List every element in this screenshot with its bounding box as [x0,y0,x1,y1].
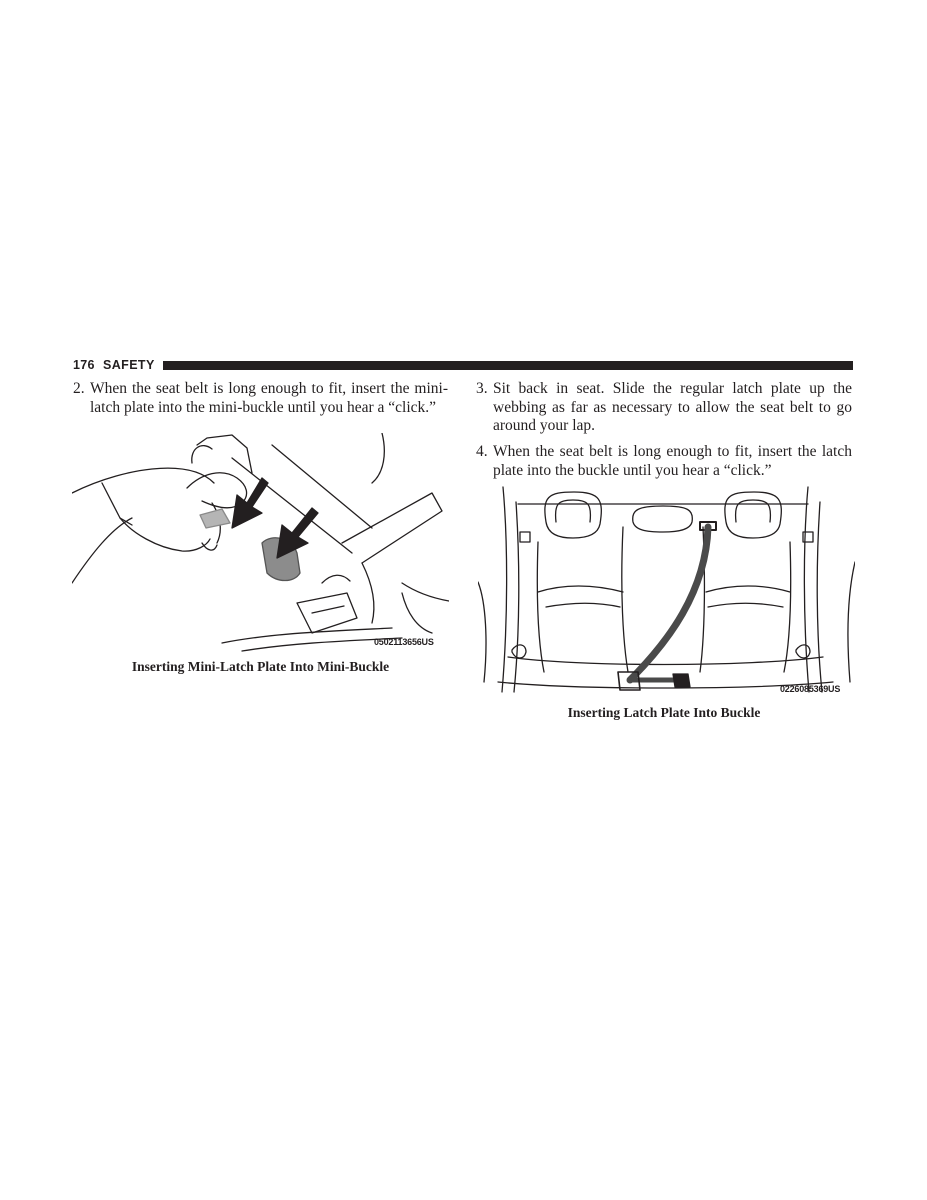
header-rule [163,361,853,370]
step-4 [476,443,852,480]
page-header [73,357,853,373]
figure-code: 0226085369US [780,684,841,694]
step-text: Sit back in seat. Slide the regular latch plate up the webbing as far as necessary to allow the seat belt to go around your lap. [493,380,852,434]
step-2 [73,380,448,417]
step-number: 4. [476,443,488,460]
figure-caption: Inserting Latch Plate Into Buckle [567,705,761,720]
step-number: 3. [476,380,488,397]
step-number: 2. [73,380,85,397]
section-title: SAFETY [103,358,155,372]
figure-code: 0502113656US [374,637,434,647]
page-number: 176 [73,358,95,372]
rear-seat-illustration [478,482,855,697]
mini-latch-illustration [72,433,449,653]
step-text: When the seat belt is long enough to fit, insert the mini-latch plate into the mini-buckle until you hear a “click.” [90,380,448,416]
figure-caption: Inserting Mini-Latch Plate Into Mini-Buckle [131,659,390,674]
step-text: When the seat belt is long enough to fit, insert the latch plate into the buckle until you hear a “click.” [493,443,852,479]
step-3 [476,380,852,436]
